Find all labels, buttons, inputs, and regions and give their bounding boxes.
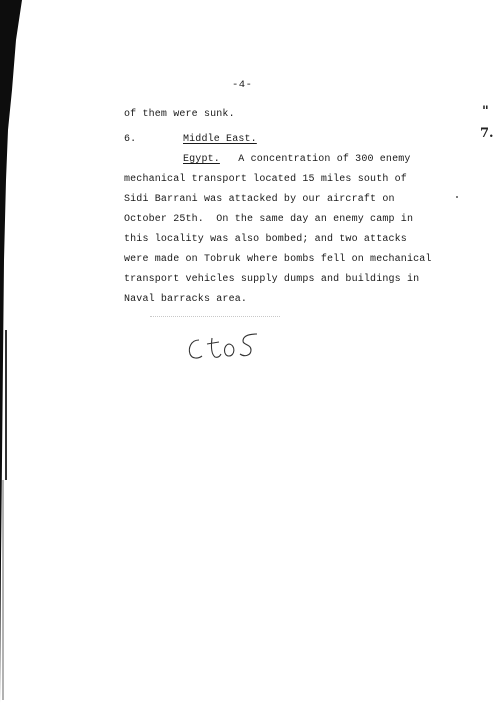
text-line-8: were made on Tobruk where bombs fell on mechanical	[124, 254, 432, 265]
margin-mark-2: 7.	[480, 126, 494, 141]
section-number: 6.	[124, 134, 137, 145]
text-line-1: of them were sunk.	[124, 109, 235, 120]
text-line-5: Sidi Barrani was attacked by our aircraft on	[124, 194, 395, 205]
page-number: -4-	[232, 79, 253, 91]
margin-mark-1: "	[482, 104, 489, 119]
text-line-7: this locality was also bombed; and two attacks	[124, 234, 407, 245]
section-heading: Middle East.	[183, 134, 257, 145]
subheading-egypt: Egypt.	[183, 154, 220, 165]
text-line-3: A concentration of 300 enemy	[226, 154, 411, 165]
faint-rule	[150, 316, 280, 318]
text-line-9: transport vehicles supply dumps and buildings in	[124, 274, 420, 285]
text-line-6: October 25th. On the same day an enemy camp in	[124, 214, 414, 225]
text-line-10: Naval barracks area.	[124, 294, 248, 305]
handwritten-note	[185, 328, 265, 364]
text-line-4: mechanical transport located 15 miles south of	[124, 174, 407, 185]
scan-speck	[456, 196, 458, 198]
